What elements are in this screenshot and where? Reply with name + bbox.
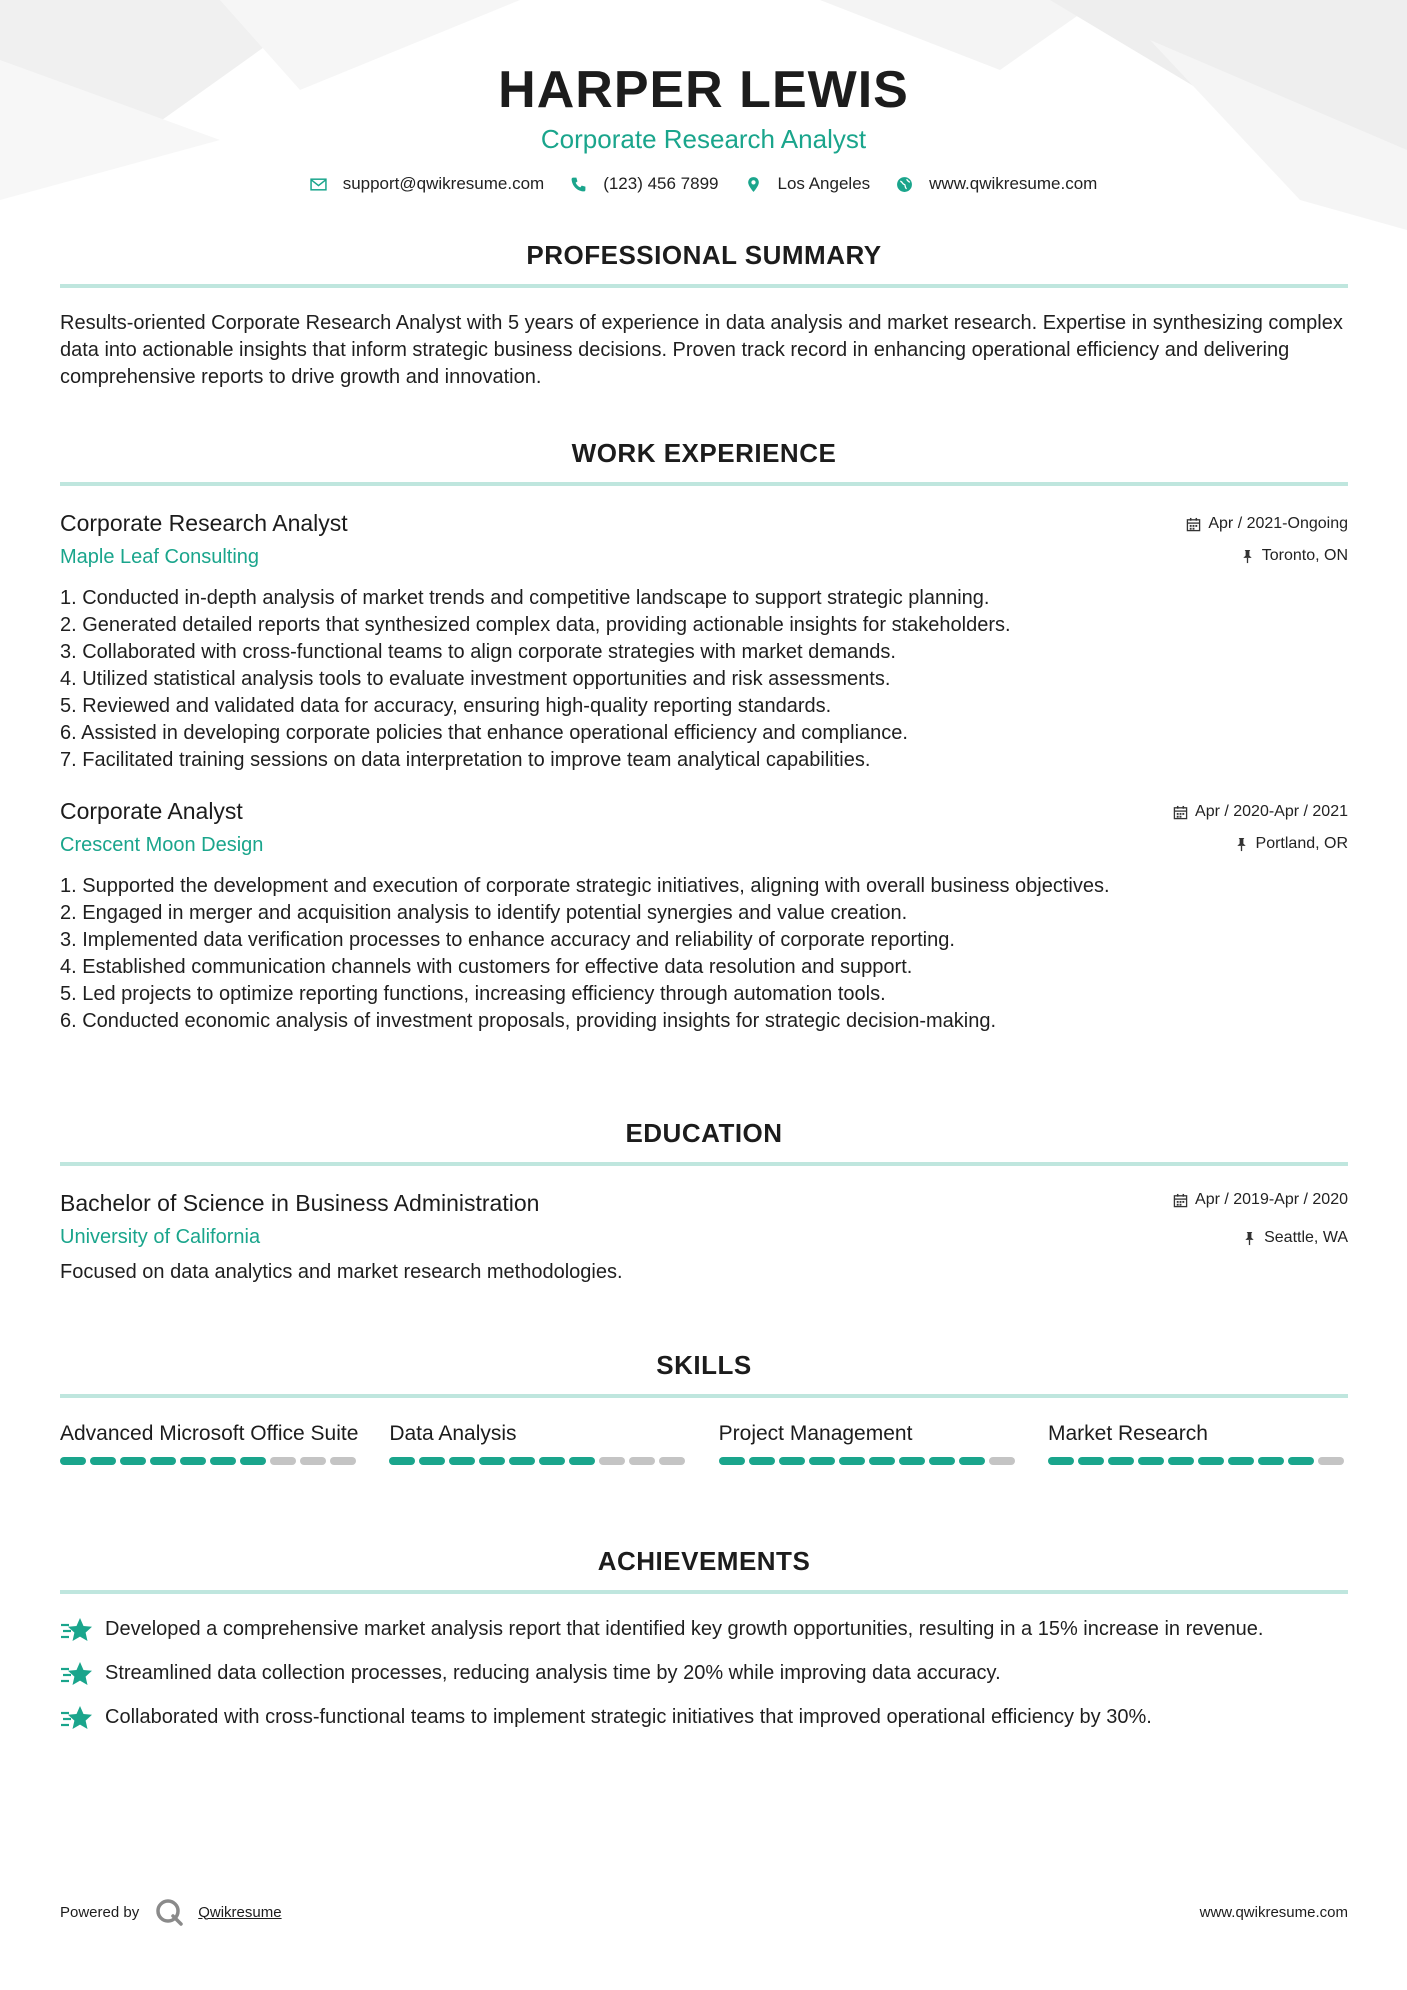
contact-website-text: www.qwikresume.com <box>929 174 1098 193</box>
achievement-text: Developed a comprehensive market analysis report that identified key growth opportunities, resulting in a 15% increase in revenue. <box>105 1618 1264 1640</box>
skill-item <box>60 1420 360 1465</box>
skill-bar-segment-filled <box>1108 1457 1134 1465</box>
summary-text: Results-oriented Corporate Research Analyst with 5 years of experience in data analysis and market research. Expertise in synthesizing complex data into actionable insights that inform strategic business decisions. Proven track record in enhancing operational efficiency and delivering comprehensive reports to drive growth and innovation. <box>60 312 1343 388</box>
skill-bar-segment-filled <box>899 1457 925 1465</box>
duty-item: 4. Established communication channels with customers for effective data resolution and support. <box>60 956 913 978</box>
duty-item: 2. Engaged in merger and acquisition analysis to identify potential synergies and value creation. <box>60 902 908 924</box>
contact-bar <box>0 174 1407 194</box>
calendar-icon <box>1173 1193 1188 1208</box>
skill-bar-segment-filled <box>449 1457 475 1465</box>
contact-email-text: support@qwikresume.com <box>342 174 545 193</box>
calendar-icon <box>1173 805 1188 820</box>
map-pin-icon <box>745 176 762 193</box>
job-location: Toronto, ON <box>1261 547 1348 564</box>
page-footer <box>60 1897 1348 1927</box>
skill-level-bar <box>60 1457 360 1465</box>
powered-by <box>60 1897 282 1927</box>
duty-item: 3. Implemented data verification processes to enhance accuracy and reliability of corporate reporting. <box>60 929 955 951</box>
skills-section <box>60 1348 1348 1465</box>
duty-item: 4. Utilized statistical analysis tools to evaluate investment opportunities and risk assessments. <box>60 668 891 690</box>
contact-location-text: Los Angeles <box>777 174 871 193</box>
experience-heading: WORK EXPERIENCE <box>60 436 1348 486</box>
skill-name: Market Research <box>1047 1422 1208 1445</box>
job-title: Corporate Research Analyst <box>60 510 348 536</box>
skills-grid <box>60 1420 1348 1465</box>
achievement-text: Streamlined data collection processes, reducing analysis time by 20% while improving data accuracy. <box>105 1662 1001 1684</box>
duty-item: 2. Generated detailed reports that synthesized complex data, providing actionable insights for stakeholders. <box>60 614 1011 636</box>
education-description: Focused on data analytics and market research methodologies. <box>60 1261 623 1283</box>
skill-level-bar <box>719 1457 1019 1465</box>
calendar-icon <box>1186 517 1201 532</box>
skill-bar-segment-filled <box>90 1457 116 1465</box>
skill-bar-segment-filled <box>1168 1457 1194 1465</box>
pushpin-icon <box>1234 837 1249 852</box>
job-dates: Apr / 2020-Apr / 2021 <box>1195 803 1348 820</box>
duty-item: 3. Collaborated with cross-functional teams to align corporate strategies with market demands. <box>60 641 896 663</box>
duty-item: 5. Led projects to optimize reporting functions, increasing efficiency through automation tools. <box>60 983 886 1005</box>
duty-list <box>60 585 1348 774</box>
skill-bar-segment-empty <box>629 1457 655 1465</box>
skill-bar-segment-empty <box>1318 1457 1344 1465</box>
skill-level-bar <box>389 1457 689 1465</box>
skill-name: Data Analysis <box>389 1422 517 1445</box>
school-name: University of California <box>60 1226 261 1248</box>
contact-location <box>745 174 871 194</box>
education-section <box>60 1116 1348 1286</box>
pushpin-icon <box>1240 549 1255 564</box>
education-location: Seattle, WA <box>1264 1229 1348 1246</box>
skill-item <box>1048 1420 1348 1465</box>
skill-name: Project Management <box>718 1422 913 1445</box>
skill-bar-segment-filled <box>959 1457 985 1465</box>
degree-title: Bachelor of Science in Business Administration <box>60 1190 540 1216</box>
contact-phone-text: (123) 456 7899 <box>603 174 719 193</box>
contact-website[interactable] <box>896 174 1097 194</box>
skill-item <box>719 1420 1019 1465</box>
skills-heading: SKILLS <box>60 1348 1348 1398</box>
skill-bar-segment-filled <box>779 1457 805 1465</box>
skill-bar-segment-filled <box>839 1457 865 1465</box>
candidate-name: HARPER LEWIS <box>498 61 909 119</box>
skill-level-bar <box>1048 1457 1348 1465</box>
achievement-item <box>60 1660 1348 1690</box>
skill-bar-segment-empty <box>300 1457 326 1465</box>
job-dates: Apr / 2021-Ongoing <box>1208 515 1348 532</box>
skill-bar-segment-filled <box>539 1457 565 1465</box>
envelope-icon <box>310 176 327 193</box>
skill-item <box>389 1420 689 1465</box>
star-achievement-icon <box>60 1704 94 1734</box>
contact-phone[interactable] <box>570 174 718 194</box>
skill-bar-segment-filled <box>1048 1457 1074 1465</box>
achievement-item <box>60 1616 1348 1646</box>
qwikresume-logo-icon <box>154 1897 184 1927</box>
skill-bar-segment-filled <box>389 1457 415 1465</box>
skill-bar-segment-filled <box>719 1457 745 1465</box>
skill-bar-segment-filled <box>1198 1457 1224 1465</box>
education-heading: EDUCATION <box>60 1116 1348 1166</box>
job-company: Maple Leaf Consulting <box>60 546 260 568</box>
experience-section <box>60 436 1348 1035</box>
skill-bar-segment-filled <box>749 1457 775 1465</box>
skill-bar-segment-filled <box>509 1457 535 1465</box>
achievement-text: Collaborated with cross-functional teams to implement strategic initiatives that improved operational efficiency by 30%. <box>105 1706 1152 1728</box>
duty-item: 7. Facilitated training sessions on data interpretation to improve team analytical capabilities. <box>60 749 871 771</box>
duty-list <box>60 873 1348 1035</box>
skill-bar-segment-filled <box>210 1457 236 1465</box>
education-entry <box>60 1188 1348 1286</box>
powered-by-label: Powered by <box>60 1903 140 1921</box>
candidate-title: Corporate Research Analyst <box>540 124 867 154</box>
skill-bar-segment-filled <box>120 1457 146 1465</box>
skill-bar-segment-filled <box>150 1457 176 1465</box>
skill-bar-segment-filled <box>1138 1457 1164 1465</box>
star-achievement-icon <box>60 1616 94 1646</box>
contact-email[interactable] <box>310 174 545 194</box>
duty-item: 5. Reviewed and validated data for accuracy, ensuring high-quality reporting standards. <box>60 695 832 717</box>
job-title: Corporate Analyst <box>60 798 243 824</box>
skill-bar-segment-filled <box>869 1457 895 1465</box>
summary-section <box>60 238 1348 391</box>
duty-item: 1. Supported the development and execution of corporate strategic initiatives, aligning with overall business objectives. <box>60 875 1110 897</box>
skill-name: Advanced Microsoft Office Suite <box>60 1422 359 1445</box>
pushpin-icon <box>1242 1231 1257 1246</box>
skill-bar-segment-filled <box>60 1457 86 1465</box>
skill-bar-segment-filled <box>479 1457 505 1465</box>
brand-link[interactable]: Qwikresume <box>198 1903 282 1921</box>
skill-bar-segment-empty <box>599 1457 625 1465</box>
skill-bar-segment-filled <box>929 1457 955 1465</box>
skill-bar-segment-filled <box>1078 1457 1104 1465</box>
skill-bar-segment-empty <box>989 1457 1015 1465</box>
skill-bar-segment-filled <box>569 1457 595 1465</box>
skill-bar-segment-empty <box>330 1457 356 1465</box>
skill-bar-segment-empty <box>659 1457 685 1465</box>
achievement-item <box>60 1704 1348 1734</box>
job-company: Crescent Moon Design <box>60 834 264 856</box>
phone-icon <box>570 176 587 193</box>
achievement-list <box>60 1616 1348 1734</box>
skill-bar-segment-filled <box>1228 1457 1254 1465</box>
job-entry <box>60 796 1348 1035</box>
achievements-section <box>60 1544 1348 1734</box>
skill-bar-segment-filled <box>1258 1457 1284 1465</box>
education-dates: Apr / 2019-Apr / 2020 <box>1195 1191 1348 1208</box>
achievements-heading: ACHIEVEMENTS <box>60 1544 1348 1594</box>
job-location: Portland, OR <box>1255 835 1348 852</box>
resume-header <box>0 60 1407 194</box>
skill-bar-segment-empty <box>270 1457 296 1465</box>
skill-bar-segment-filled <box>809 1457 835 1465</box>
summary-heading: PROFESSIONAL SUMMARY <box>60 238 1348 288</box>
skill-bar-segment-filled <box>240 1457 266 1465</box>
globe-icon <box>896 176 913 193</box>
duty-item: 1. Conducted in-depth analysis of market trends and competitive landscape to support strategic planning. <box>60 587 990 609</box>
skill-bar-segment-filled <box>1288 1457 1314 1465</box>
star-achievement-icon <box>60 1660 94 1690</box>
footer-website[interactable]: www.qwikresume.com <box>1199 1903 1348 1921</box>
duty-item: 6. Conducted economic analysis of investment proposals, providing insights for strategic decision-making. <box>60 1010 997 1032</box>
job-entry <box>60 508 1348 774</box>
skill-bar-segment-filled <box>180 1457 206 1465</box>
duty-item: 6. Assisted in developing corporate policies that enhance operational efficiency and compliance. <box>60 722 908 744</box>
skill-bar-segment-filled <box>419 1457 445 1465</box>
